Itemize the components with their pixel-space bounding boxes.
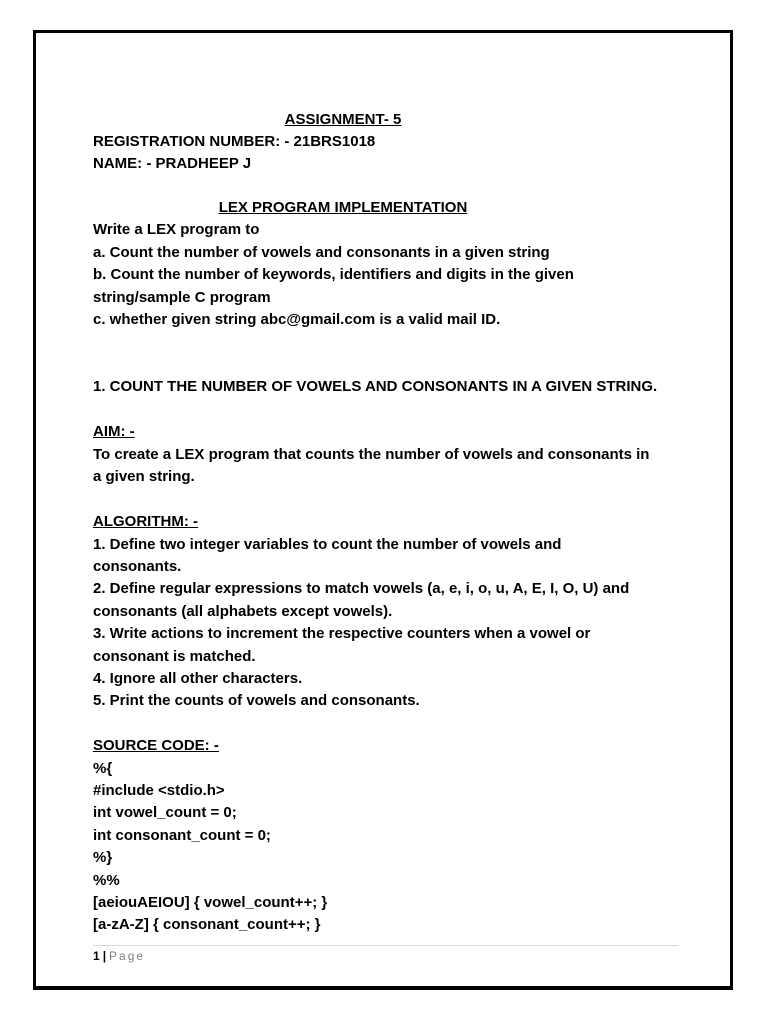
page-border-bottom-rule: [36, 986, 730, 987]
algorithm-line: 4. Ignore all other characters.: [93, 670, 303, 687]
page-separator: |: [102, 949, 107, 963]
intro-line: Write a LEX program to: [93, 221, 260, 238]
intro-line: a. Count the number of vowels and consonants in a given string: [93, 244, 550, 261]
intro-line: c. whether given string abc@gmail.com is a valid mail ID.: [93, 311, 501, 328]
algorithm-line: 1. Define two integer variables to count the number of vowels and: [93, 536, 562, 553]
footer-divider: [93, 945, 678, 946]
page-number: 1: [93, 949, 100, 963]
source-code-heading: SOURCE CODE: -: [93, 737, 219, 754]
code-line: %{: [93, 760, 113, 777]
code-line: [aeiouAEIOU] { vowel_count++; }: [93, 894, 328, 911]
registration-number: REGISTRATION NUMBER: - 21BRS1018: [93, 133, 376, 150]
student-name: NAME: - PRADHEEP J: [93, 155, 252, 172]
algorithm-line: 3. Write actions to increment the respective counters when a vowel or: [93, 625, 591, 642]
code-line: #include <stdio.h>: [93, 782, 225, 799]
algorithm-line: consonants.: [93, 558, 182, 575]
code-line: %%: [93, 872, 120, 889]
intro-line: b. Count the number of keywords, identifiers and digits in the given: [93, 266, 574, 283]
algorithm-heading: ALGORITHM: -: [93, 513, 198, 530]
algorithm-line: 2. Define regular expressions to match vowels (a, e, i, o, u, A, E, I, O, U) and: [93, 580, 630, 597]
algorithm-line: consonant is matched.: [93, 648, 256, 665]
aim-line: a given string.: [93, 468, 195, 485]
aim-line: To create a LEX program that counts the number of vowels and consonants in: [93, 446, 650, 463]
section-title: 1. COUNT THE NUMBER OF VOWELS AND CONSONANTS IN A GIVEN STRING.: [93, 378, 658, 395]
program-heading: LEX PROGRAM IMPLEMENTATION: [218, 199, 468, 216]
algorithm-line: consonants (all alphabets except vowels).: [93, 603, 393, 620]
page-footer: [93, 947, 145, 965]
code-line: %}: [93, 849, 113, 866]
intro-line: string/sample C program: [93, 289, 271, 306]
code-line: [a-zA-Z] { consonant_count++; }: [93, 916, 321, 933]
code-line: int consonant_count = 0;: [93, 827, 271, 844]
assignment-title: ASSIGNMENT- 5: [284, 111, 402, 128]
code-line: int vowel_count = 0;: [93, 804, 237, 821]
algorithm-line: 5. Print the counts of vowels and consonants.: [93, 692, 420, 709]
page-label: Page: [109, 949, 146, 963]
aim-heading: AIM: -: [93, 423, 135, 440]
